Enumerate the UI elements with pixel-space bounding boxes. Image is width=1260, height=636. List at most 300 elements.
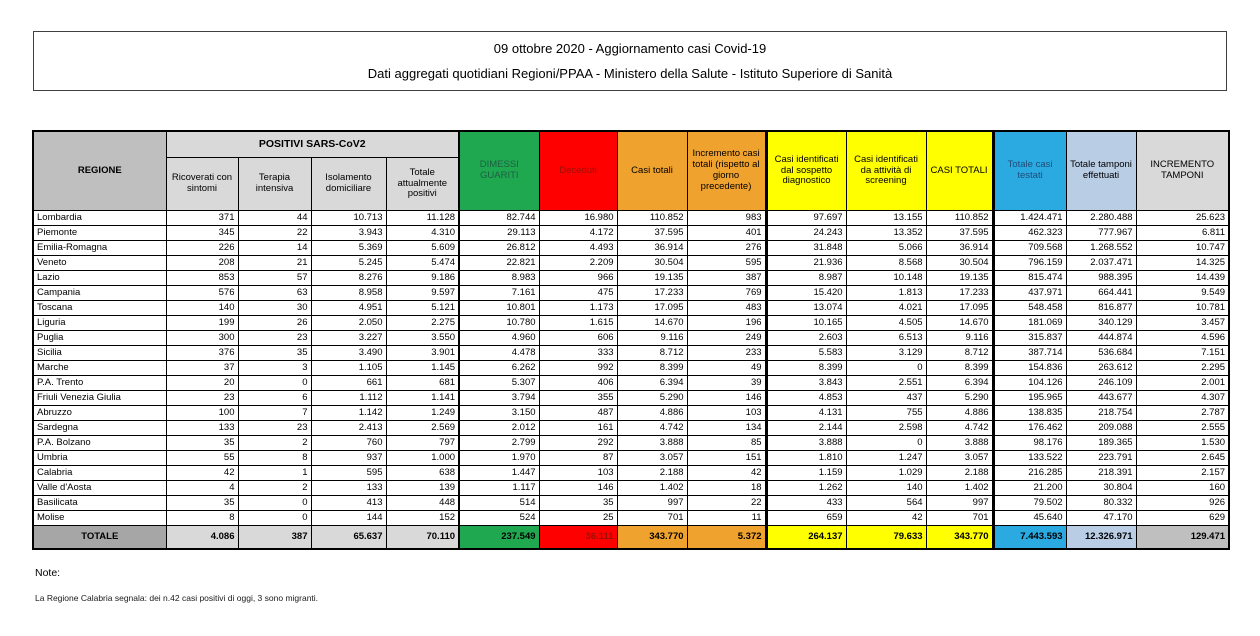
value-cell: 226 (166, 241, 238, 256)
region-name: Umbria (33, 451, 166, 466)
value-cell: 1.112 (311, 391, 386, 406)
value-cell: 3.150 (459, 406, 539, 421)
value-cell: 1.262 (766, 481, 846, 496)
value-cell: 10.713 (311, 211, 386, 226)
value-cell: 576 (166, 286, 238, 301)
table-row (33, 511, 1229, 526)
region-name: Basilicata (33, 496, 166, 511)
value-cell: 606 (539, 331, 617, 346)
value-cell: 3.550 (386, 331, 459, 346)
value-cell: 1.530 (1136, 436, 1229, 451)
value-cell: 8.987 (766, 271, 846, 286)
value-cell: 2 (238, 436, 311, 451)
value-cell: 4.960 (459, 331, 539, 346)
value-cell: 7 (238, 406, 311, 421)
table-row (33, 436, 1229, 451)
value-cell: 47.170 (1066, 511, 1136, 526)
value-cell: 246.109 (1066, 376, 1136, 391)
value-cell: 23 (166, 391, 238, 406)
value-cell: 22 (238, 226, 311, 241)
title-line1: 09 ottobre 2020 - Aggiornamento casi Covid-19 (493, 41, 767, 57)
value-cell: 1.268.552 (1066, 241, 1136, 256)
value-cell: 1.117 (459, 481, 539, 496)
value-cell: 401 (687, 226, 766, 241)
value-cell: 30.504 (617, 256, 687, 271)
value-cell: 98.176 (993, 436, 1066, 451)
col-header-totale-tamponi: Totale tamponi effettuati (1066, 131, 1136, 211)
value-cell: 19.135 (926, 271, 993, 286)
value-cell: 340.129 (1066, 316, 1136, 331)
value-cell: 15.420 (766, 286, 846, 301)
value-cell: 8.399 (926, 361, 993, 376)
value-cell: 35 (539, 496, 617, 511)
value-cell: 4.493 (539, 241, 617, 256)
value-cell: 23 (238, 331, 311, 346)
value-cell: 6.262 (459, 361, 539, 376)
value-cell: 376 (166, 346, 238, 361)
value-cell: 104.126 (993, 376, 1066, 391)
value-cell: 151 (687, 451, 766, 466)
value-cell: 2.799 (459, 436, 539, 451)
value-cell: 483 (687, 301, 766, 316)
value-cell: 659 (766, 511, 846, 526)
value-cell: 196 (687, 316, 766, 331)
value-cell: 10.801 (459, 301, 539, 316)
value-cell: 110.852 (617, 211, 687, 226)
value-cell: 17.233 (617, 286, 687, 301)
region-name: Calabria (33, 466, 166, 481)
value-cell: 1.247 (846, 451, 926, 466)
value-cell: 2.551 (846, 376, 926, 391)
value-cell: 4.478 (459, 346, 539, 361)
value-cell: 536.684 (1066, 346, 1136, 361)
value-cell: 315.837 (993, 331, 1066, 346)
value-cell: 701 (617, 511, 687, 526)
value-cell: 2.037.471 (1066, 256, 1136, 271)
value-cell: 45.640 (993, 511, 1066, 526)
value-cell: 3.843 (766, 376, 846, 391)
value-cell: 4.307 (1136, 391, 1229, 406)
total-label: TOTALE (33, 526, 166, 550)
value-cell: 237.549 (459, 526, 539, 550)
title-box (33, 31, 1227, 91)
value-cell: 9.116 (926, 331, 993, 346)
table-row (33, 271, 1229, 286)
value-cell: 1.159 (766, 466, 846, 481)
value-cell: 345 (166, 226, 238, 241)
region-name: Friuli Venezia Giulia (33, 391, 166, 406)
value-cell: 195.965 (993, 391, 1066, 406)
value-cell: 17.095 (617, 301, 687, 316)
value-cell: 7.443.593 (993, 526, 1066, 550)
value-cell: 233 (687, 346, 766, 361)
value-cell: 1.000 (386, 451, 459, 466)
value-cell: 14 (238, 241, 311, 256)
value-cell: 63 (238, 286, 311, 301)
value-cell: 26.812 (459, 241, 539, 256)
value-cell: 208 (166, 256, 238, 271)
value-cell: 937 (311, 451, 386, 466)
value-cell: 997 (926, 496, 993, 511)
value-cell: 343.770 (617, 526, 687, 550)
value-cell: 413 (311, 496, 386, 511)
value-cell: 36.914 (617, 241, 687, 256)
value-cell: 343.770 (926, 526, 993, 550)
region-name: Lazio (33, 271, 166, 286)
value-cell: 36.914 (926, 241, 993, 256)
value-cell: 264.137 (766, 526, 846, 550)
value-cell: 797 (386, 436, 459, 451)
value-cell: 57 (238, 271, 311, 286)
value-cell: 3.129 (846, 346, 926, 361)
region-name: Molise (33, 511, 166, 526)
value-cell: 3 (238, 361, 311, 376)
value-cell: 16.980 (539, 211, 617, 226)
value-cell: 4.742 (926, 421, 993, 436)
value-cell: 406 (539, 376, 617, 391)
value-cell: 133 (311, 481, 386, 496)
value-cell: 2.569 (386, 421, 459, 436)
value-cell: 97.697 (766, 211, 846, 226)
value-cell: 25 (539, 511, 617, 526)
value-cell: 100 (166, 406, 238, 421)
value-cell: 5.245 (311, 256, 386, 271)
value-cell: 79.502 (993, 496, 1066, 511)
value-cell: 3.490 (311, 346, 386, 361)
value-cell: 35 (166, 496, 238, 511)
col-header-isolamento: Isolamento domiciliare (311, 158, 386, 211)
value-cell: 160 (1136, 481, 1229, 496)
value-cell: 65.637 (311, 526, 386, 550)
value-cell: 2 (238, 481, 311, 496)
col-group-positivi: POSITIVI SARS-CoV2 (166, 131, 459, 158)
value-cell: 2.209 (539, 256, 617, 271)
value-cell: 3.057 (926, 451, 993, 466)
value-cell: 4 (166, 481, 238, 496)
value-cell: 1.615 (539, 316, 617, 331)
value-cell: 199 (166, 316, 238, 331)
value-cell: 82.744 (459, 211, 539, 226)
value-cell: 371 (166, 211, 238, 226)
notes-line: La Regione Calabria segnala: dei n.42 casi positivi di oggi, 3 sono migranti. (35, 593, 319, 603)
value-cell: 5.066 (846, 241, 926, 256)
value-cell: 9.186 (386, 271, 459, 286)
title-line2: Dati aggregati quotidiani Regioni/PPAA - Ministero della Salute - Istituto Superiore di Sanità (367, 65, 893, 81)
value-cell: 189.365 (1066, 436, 1136, 451)
value-cell: 387.714 (993, 346, 1066, 361)
value-cell: 1.447 (459, 466, 539, 481)
value-cell: 992 (539, 361, 617, 376)
value-cell: 49 (687, 361, 766, 376)
table-header (33, 131, 1229, 211)
value-cell: 300 (166, 331, 238, 346)
region-name: P.A. Bolzano (33, 436, 166, 451)
value-cell: 5.372 (687, 526, 766, 550)
value-cell: 14.670 (926, 316, 993, 331)
col-header-terapia-intensiva: Terapia intensiva (238, 158, 311, 211)
value-cell: 13.352 (846, 226, 926, 241)
value-cell: 4.131 (766, 406, 846, 421)
value-cell: 2.144 (766, 421, 846, 436)
value-cell: 387 (687, 271, 766, 286)
value-cell: 181.069 (993, 316, 1066, 331)
region-name: Emilia-Romagna (33, 241, 166, 256)
value-cell: 2.157 (1136, 466, 1229, 481)
value-cell: 42 (166, 466, 238, 481)
value-cell: 355 (539, 391, 617, 406)
value-cell: 8.399 (766, 361, 846, 376)
value-cell: 18 (687, 481, 766, 496)
value-cell: 2.188 (926, 466, 993, 481)
value-cell: 8 (238, 451, 311, 466)
value-cell: 218.754 (1066, 406, 1136, 421)
value-cell: 140 (166, 301, 238, 316)
value-cell: 87 (539, 451, 617, 466)
value-cell: 638 (386, 466, 459, 481)
value-cell: 1.173 (539, 301, 617, 316)
table-row (33, 496, 1229, 511)
value-cell: 2.280.488 (1066, 211, 1136, 226)
value-cell: 176.462 (993, 421, 1066, 436)
value-cell: 6.811 (1136, 226, 1229, 241)
value-cell: 433 (766, 496, 846, 511)
value-cell: 664.441 (1066, 286, 1136, 301)
value-cell: 853 (166, 271, 238, 286)
value-cell: 39 (687, 376, 766, 391)
value-cell: 31.848 (766, 241, 846, 256)
value-cell: 4.086 (166, 526, 238, 550)
col-header-attivita-screening: Casi identificati da attività di screening (846, 131, 926, 211)
value-cell: 14.325 (1136, 256, 1229, 271)
value-cell: 462.323 (993, 226, 1066, 241)
value-cell: 3.057 (617, 451, 687, 466)
region-name: Lombardia (33, 211, 166, 226)
table-row (33, 346, 1229, 361)
value-cell: 10.747 (1136, 241, 1229, 256)
region-name: Puglia (33, 331, 166, 346)
value-cell: 30 (238, 301, 311, 316)
value-cell: 12.326.971 (1066, 526, 1136, 550)
value-cell: 8.712 (617, 346, 687, 361)
table-row (33, 316, 1229, 331)
value-cell: 4.505 (846, 316, 926, 331)
table-row (33, 361, 1229, 376)
value-cell: 1.249 (386, 406, 459, 421)
value-cell: 8.983 (459, 271, 539, 286)
value-cell: 13.074 (766, 301, 846, 316)
value-cell: 2.598 (846, 421, 926, 436)
value-cell: 548.458 (993, 301, 1066, 316)
value-cell: 146 (687, 391, 766, 406)
value-cell: 1.402 (926, 481, 993, 496)
value-cell: 595 (311, 466, 386, 481)
table-total-row (33, 526, 1229, 550)
value-cell: 1.029 (846, 466, 926, 481)
value-cell: 6.394 (617, 376, 687, 391)
value-cell: 223.791 (1066, 451, 1136, 466)
value-cell: 524 (459, 511, 539, 526)
value-cell: 216.285 (993, 466, 1066, 481)
region-name: Veneto (33, 256, 166, 271)
value-cell: 133.522 (993, 451, 1066, 466)
value-cell: 35 (166, 436, 238, 451)
value-cell: 3.901 (386, 346, 459, 361)
value-cell: 139 (386, 481, 459, 496)
table-row (33, 391, 1229, 406)
value-cell: 3.227 (311, 331, 386, 346)
value-cell: 1.141 (386, 391, 459, 406)
table-row (33, 406, 1229, 421)
value-cell: 10.148 (846, 271, 926, 286)
value-cell: 85 (687, 436, 766, 451)
value-cell: 2.188 (617, 466, 687, 481)
value-cell: 5.369 (311, 241, 386, 256)
table-row (33, 301, 1229, 316)
value-cell: 815.474 (993, 271, 1066, 286)
col-header-incremento-tamponi: INCREMENTO TAMPONI (1136, 131, 1229, 211)
value-cell: 1.402 (617, 481, 687, 496)
value-cell: 14.439 (1136, 271, 1229, 286)
value-cell: 24.243 (766, 226, 846, 241)
value-cell: 1.810 (766, 451, 846, 466)
value-cell: 5.290 (617, 391, 687, 406)
value-cell: 983 (687, 211, 766, 226)
value-cell: 709.568 (993, 241, 1066, 256)
value-cell: 333 (539, 346, 617, 361)
value-cell: 37.595 (926, 226, 993, 241)
value-cell: 4.310 (386, 226, 459, 241)
value-cell: 11.128 (386, 211, 459, 226)
value-cell: 701 (926, 511, 993, 526)
region-name: Campania (33, 286, 166, 301)
table-row (33, 466, 1229, 481)
value-cell: 1.970 (459, 451, 539, 466)
region-name: P.A. Trento (33, 376, 166, 391)
value-cell: 2.001 (1136, 376, 1229, 391)
value-cell: 4.742 (617, 421, 687, 436)
value-cell: 997 (617, 496, 687, 511)
value-cell: 1.813 (846, 286, 926, 301)
table-row (33, 241, 1229, 256)
value-cell: 9.549 (1136, 286, 1229, 301)
col-header-sospetto-diagnostico: Casi identificati dal sospetto diagnostico (766, 131, 846, 211)
value-cell: 5.290 (926, 391, 993, 406)
value-cell: 36.111 (539, 526, 617, 550)
value-cell: 146 (539, 481, 617, 496)
value-cell: 1.142 (311, 406, 386, 421)
value-cell: 0 (238, 511, 311, 526)
notes-label: Note: (35, 567, 61, 579)
value-cell: 292 (539, 436, 617, 451)
value-cell: 29.113 (459, 226, 539, 241)
table-row (33, 451, 1229, 466)
value-cell: 161 (539, 421, 617, 436)
value-cell: 42 (846, 511, 926, 526)
table-row (33, 421, 1229, 436)
value-cell: 152 (386, 511, 459, 526)
value-cell: 2.555 (1136, 421, 1229, 436)
value-cell: 988.395 (1066, 271, 1136, 286)
value-cell: 209.088 (1066, 421, 1136, 436)
value-cell: 80.332 (1066, 496, 1136, 511)
value-cell: 140 (846, 481, 926, 496)
col-header-totale-casi-testati: Totale casi testati (993, 131, 1066, 211)
value-cell: 13.155 (846, 211, 926, 226)
col-header-ricoverati: Ricoverati con sintomi (166, 158, 238, 211)
value-cell: 79.633 (846, 526, 926, 550)
value-cell: 629 (1136, 511, 1229, 526)
value-cell: 17.233 (926, 286, 993, 301)
value-cell: 21.200 (993, 481, 1066, 496)
value-cell: 9.116 (617, 331, 687, 346)
value-cell: 133 (166, 421, 238, 436)
value-cell: 443.677 (1066, 391, 1136, 406)
value-cell: 22.821 (459, 256, 539, 271)
value-cell: 249 (687, 331, 766, 346)
value-cell: 1.424.471 (993, 211, 1066, 226)
value-cell: 4.886 (926, 406, 993, 421)
value-cell: 129.471 (1136, 526, 1229, 550)
value-cell: 0 (238, 496, 311, 511)
value-cell: 564 (846, 496, 926, 511)
value-cell: 17.095 (926, 301, 993, 316)
region-name: Sicilia (33, 346, 166, 361)
value-cell: 3.888 (926, 436, 993, 451)
value-cell: 3.794 (459, 391, 539, 406)
value-cell: 0 (846, 436, 926, 451)
value-cell: 769 (687, 286, 766, 301)
value-cell: 22 (687, 496, 766, 511)
value-cell: 110.852 (926, 211, 993, 226)
value-cell: 4.596 (1136, 331, 1229, 346)
value-cell: 8.399 (617, 361, 687, 376)
table-row (33, 256, 1229, 271)
value-cell: 3.943 (311, 226, 386, 241)
value-cell: 19.135 (617, 271, 687, 286)
value-cell: 7.161 (459, 286, 539, 301)
value-cell: 437.971 (993, 286, 1066, 301)
value-cell: 7.151 (1136, 346, 1229, 361)
value-cell: 448 (386, 496, 459, 511)
value-cell: 44 (238, 211, 311, 226)
col-header-dimessi-guariti: DIMESSI GUARITI (459, 131, 539, 211)
value-cell: 1 (238, 466, 311, 481)
value-cell: 70.110 (386, 526, 459, 550)
value-cell: 25.623 (1136, 211, 1229, 226)
value-cell: 5.474 (386, 256, 459, 271)
covid-table (32, 130, 1230, 550)
value-cell: 437 (846, 391, 926, 406)
value-cell: 2.012 (459, 421, 539, 436)
region-name: Piemonte (33, 226, 166, 241)
col-header-incremento-casi: Incremento casi totali (rispetto al giorno precedente) (687, 131, 766, 211)
value-cell: 5.121 (386, 301, 459, 316)
table-row (33, 286, 1229, 301)
value-cell: 595 (687, 256, 766, 271)
region-name: Liguria (33, 316, 166, 331)
value-cell: 134 (687, 421, 766, 436)
table-row (33, 226, 1229, 241)
value-cell: 144 (311, 511, 386, 526)
region-name: Sardegna (33, 421, 166, 436)
value-cell: 154.836 (993, 361, 1066, 376)
value-cell: 2.413 (311, 421, 386, 436)
value-cell: 475 (539, 286, 617, 301)
value-cell: 796.159 (993, 256, 1066, 271)
value-cell: 276 (687, 241, 766, 256)
table-body (33, 211, 1229, 550)
value-cell: 755 (846, 406, 926, 421)
